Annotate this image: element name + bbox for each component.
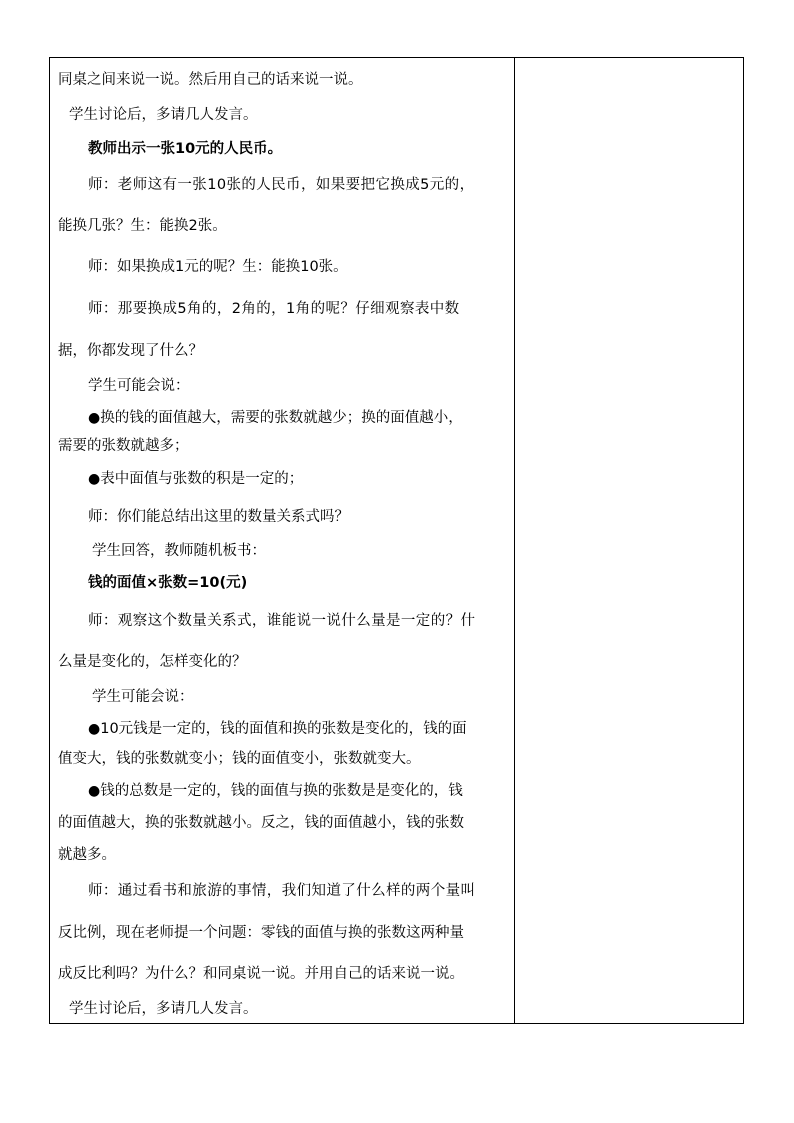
text-line: 值变大，钱的张数就变小；钱的面值变小，张数就变大。 — [58, 751, 421, 767]
notes-cell — [515, 58, 743, 1023]
text-line: 的面值越大，换的张数就越小。反之，钱的面值越小，钱的张数 — [58, 815, 464, 831]
bullet-item: ●表中面值与张数的积是一定的； — [88, 471, 304, 487]
text-line: 学生回答，教师随机板书： — [92, 543, 266, 559]
bullet-icon: ● — [88, 783, 101, 799]
bullet-item: ●换的钱的面值越大，需要的张数就越少；换的面值越小， — [88, 410, 463, 426]
text-line-bold: 教师出示一张10元的人民币。 — [88, 141, 283, 157]
text-line: 学生讨论后，多请几人发言。 — [69, 107, 258, 123]
text-line: 需要的张数就越多； — [58, 438, 189, 454]
bullet-icon: ● — [88, 471, 101, 487]
text-line: 学生可能会说： — [88, 378, 190, 394]
bullet-item: ●10元钱是一定的，钱的面值和换的张数是变化的，钱的面 — [88, 721, 467, 737]
lesson-table — [49, 57, 744, 1024]
bullet-item: ●钱的总数是一定的，钱的面值与换的张数是是变化的，钱 — [88, 783, 463, 799]
text-line: 师：老师这有一张10张的人民币，如果要把它换成5元的， — [88, 177, 475, 193]
text-line: 就越多。 — [58, 847, 116, 863]
text-line: 师：你们能总结出这里的数量关系式吗？ — [88, 509, 349, 525]
text-line: 学生可能会说： — [92, 689, 194, 705]
text-line: 成反比利吗？为什么？和同桌说一说。并用自己的话来说一说。 — [58, 966, 464, 982]
bullet-icon: ● — [88, 721, 101, 737]
bullet-icon: ● — [88, 410, 101, 426]
formula-line: 钱的面值×张数=10(元) — [88, 575, 248, 591]
text-line: 能换几张？生：能换2张。 — [58, 218, 227, 234]
text-line: 师：如果换成1元的呢？生：能换10张。 — [88, 259, 348, 275]
lesson-content-cell — [50, 58, 515, 1023]
text-line: 师：那要换成5角的，2角的，1角的呢？仔细观察表中数 — [88, 301, 460, 317]
text-line: 师：通过看书和旅游的事情，我们知道了什么样的两个量叫 — [88, 883, 476, 899]
text-line: 反比例，现在老师提一个问题：零钱的面值与换的张数这两种量 — [58, 925, 464, 941]
text-line: 么量是变化的，怎样变化的？ — [58, 654, 247, 670]
text-line: 师：观察这个数量关系式，谁能说一说什么量是一定的？什 — [88, 613, 476, 629]
text-line: 学生讨论后，多请几人发言。 — [69, 1001, 258, 1017]
text-line: 同桌之间来说一说。然后用自己的话来说一说。 — [58, 72, 363, 88]
text-line: 据，你都发现了什么？ — [58, 343, 203, 359]
